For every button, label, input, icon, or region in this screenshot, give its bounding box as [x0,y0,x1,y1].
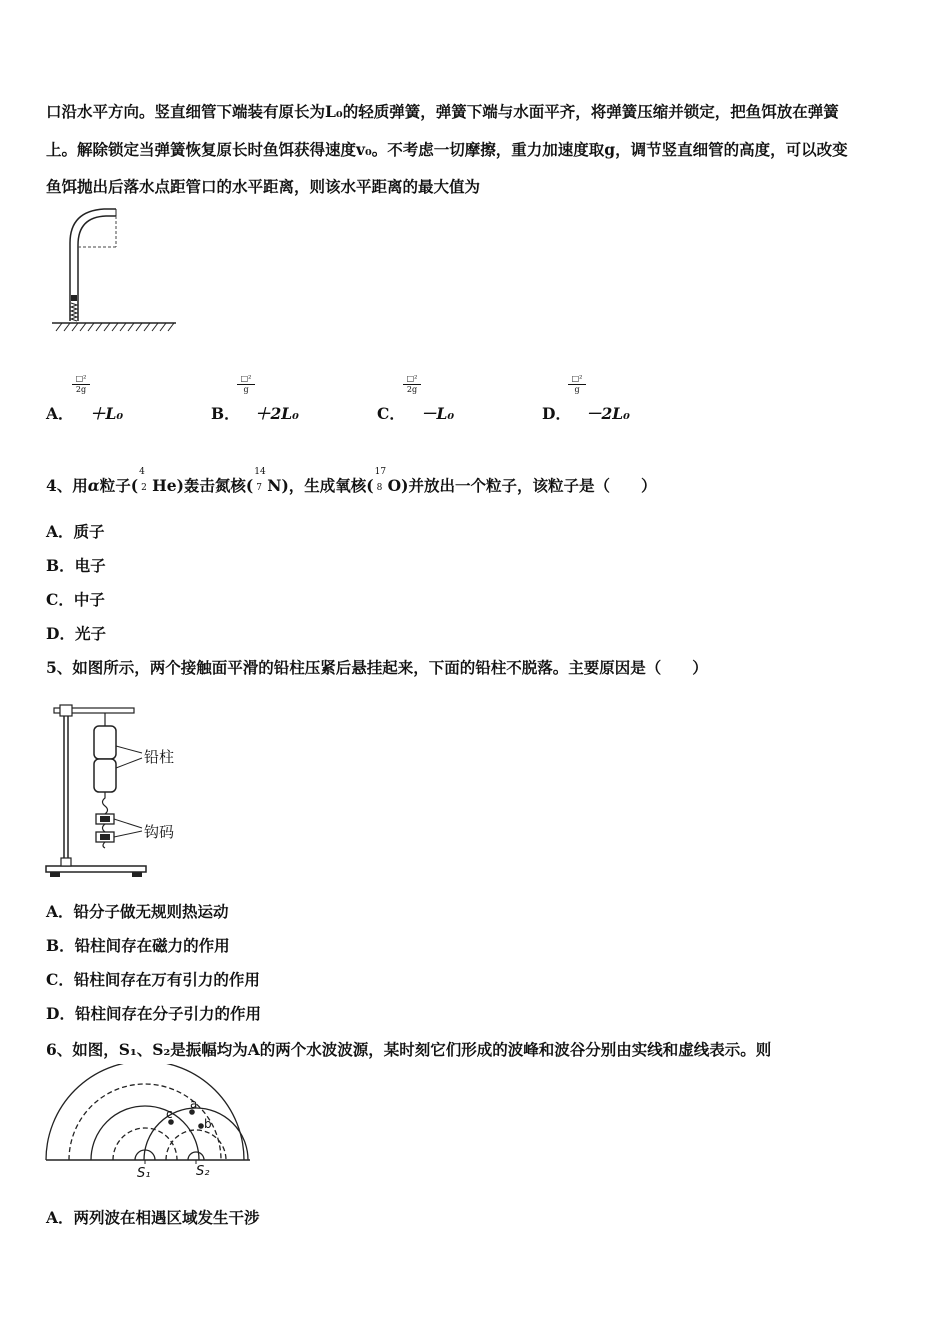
q6-stem: 6、如图，S₁、S₂是振幅均为A的两个水波波源，某时刻它们形成的波峰和波谷分别由实线和虚线表示。则 [46,1040,772,1059]
q3-option-c-den: 2g [406,385,418,394]
q5-lead-cylinder-figure [44,698,204,880]
q3-option-a-fraction [72,374,90,395]
q3-line-1: 口沿水平方向。竖直细管下端装有原长为L₀的轻质弹簧，弹簧下端与水面平齐，将弹簧压缩并锁定，把鱼饵放在弹簧 [46,102,839,121]
q6-label-a: a [190,1097,198,1111]
q3-option-c-tail: －L₀ [421,404,455,423]
q6-label-s2: S₂ [196,1164,210,1179]
q4-he-mass: 4 [139,467,145,477]
q4-suffix: )并放出一个粒子，该粒子是（ ） [401,476,657,495]
q3-option-d-num: □² [568,374,586,385]
q4-o-isotope [374,467,388,496]
q4-o-z: 8 [376,483,383,493]
q5-option-c[interactable]: C．铅柱间存在万有引力的作用 [46,970,260,989]
q4-he-isotope [138,467,152,496]
q6-label-c: c [166,1107,173,1121]
q3-options [46,372,926,422]
q6-label-b: b [204,1117,212,1131]
q4-n-isotope [253,467,267,496]
q3-option-b-den: g [243,385,249,394]
q3-option-d-label[interactable]: D． [542,404,571,423]
q4-mid3: )，生成氧核( [281,476,374,495]
q3-option-c-num: □² [403,374,421,385]
q3-tube-figure [46,203,181,333]
q4-o-symbol: O [387,476,402,495]
q4-option-c[interactable]: C．中子 [46,590,105,609]
q5-option-d[interactable]: D．铅柱间存在分子引力的作用 [46,1004,261,1023]
q3-option-c-fraction [403,374,421,395]
q3-option-d-tail: －2L₀ [586,404,630,423]
q4-mid1: 粒子( [99,476,139,495]
q3-option-c-label[interactable]: C． [377,404,405,423]
q4-prefix: 4、用 [46,476,88,495]
q4-n-z: 7 [256,483,262,493]
q5-label-weight: 钩码 [144,823,175,841]
q4-he-z: 2 [141,483,147,493]
q3-option-b-num: □² [237,374,255,385]
q6-option-a[interactable]: A．两列波在相遇区域发生干涉 [46,1208,260,1227]
q3-option-d-den: g [574,385,580,394]
q3-option-a-label[interactable]: A． [46,404,74,423]
q5-label-lead: 铅柱 [144,748,175,766]
q4-option-b[interactable]: B．电子 [46,556,106,575]
q5-option-a[interactable]: A．铅分子做无规则热运动 [46,902,229,921]
q3-option-a-num: □² [72,374,90,385]
q3-option-b-tail: ＋2L₀ [255,404,299,423]
q3-option-b-fraction [237,374,255,395]
q4-mid2: )轰击氮核( [176,476,254,495]
q3-option-d-fraction [568,374,586,395]
q3-line-2: 上。解除锁定当弹簧恢复原长时鱼饵获得速度v₀。不考虑一切摩擦，重力加速度取g，调节竖直细管的高度，可以改变 [46,140,848,159]
q4-n-mass: 14 [254,467,266,477]
q4-option-d[interactable]: D．光子 [46,624,106,643]
q4-alpha: α [87,476,100,495]
q4-o-mass: 17 [374,467,387,477]
q3-line-3: 鱼饵抛出后落水点距管口的水平距离，则该水平距离的最大值为 [46,177,481,196]
q4-option-a[interactable]: A．质子 [46,522,105,541]
q3-option-a-den: 2g [75,385,87,394]
q3-option-a-tail: ＋L₀ [90,404,124,423]
q5-stem: 5、如图所示，两个接触面平滑的铅柱压紧后悬挂起来，下面的铅柱不脱落。主要原因是（ ） [46,658,708,677]
q4-n-symbol: N [267,476,282,495]
q4-stem [46,467,657,496]
q6-label-s1: S₁ [137,1166,151,1181]
q5-option-b[interactable]: B．铅柱间存在磁力的作用 [46,936,230,955]
q4-he-symbol: He [152,476,177,495]
q3-option-b-label[interactable]: B． [211,404,240,423]
